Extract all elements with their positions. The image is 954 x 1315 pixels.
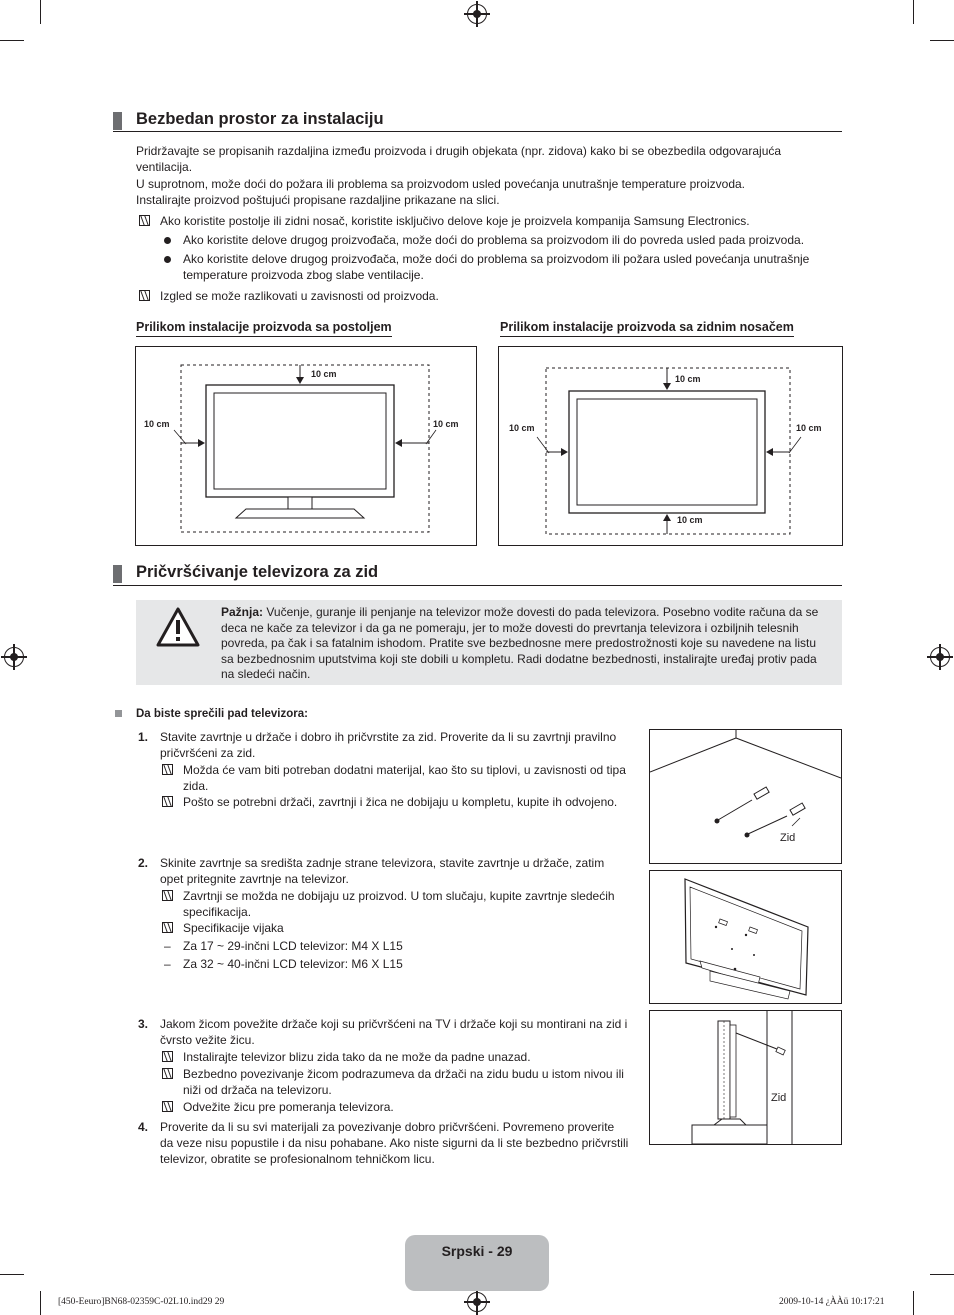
file-info: [450-Eeuro]BN68-02359C-02L10.ind29 29	[58, 1297, 225, 1307]
note-icon	[162, 764, 173, 775]
crop-mark	[930, 1274, 954, 1275]
dimension-label-top: 10 cm	[311, 369, 337, 379]
section-marker	[113, 112, 122, 130]
bullet-icon	[164, 237, 171, 244]
bullet-text: Ako koristite delove drugog proizvođača, može doći do problema sa proizvodom ili do povreda usled pada proizvoda.	[183, 233, 805, 247]
step-text: Jakom žicom povežite držače koji su pričvršćeni na TV i držače koji su montirani na zid i čvrsto vežite žicu.	[160, 1017, 628, 1047]
crop-mark	[0, 40, 24, 41]
crop-mark	[913, 0, 914, 24]
prevent-heading: Da biste sprečili pad televizora:	[136, 708, 308, 720]
page-number-tab	[405, 1235, 549, 1291]
wall-label: Zid	[771, 1092, 787, 1104]
step-text: Proverite da li su svi materijali za povezivanje dobro pričvršćeni. Povremeno proverite da veze nisu popustile i da nisu pohabane. Ako niste sigurni da li ste bezbedno pričvrstili televizor, obratite se profesionalnom tehničkom licu.	[160, 1120, 629, 1166]
dimension-label-top: 10 cm	[675, 374, 701, 384]
note-text: Možda će vam biti potreban dodatni materijal, kao što su tiplovi, u zavisnosti od tipa zida.	[183, 763, 626, 793]
wall-mount-heading: Prilikom instalacije proizvoda sa zidnim nosačem	[500, 320, 794, 337]
stand-heading: Prilikom instalacije proizvoda sa postoljem	[136, 320, 392, 337]
section-rule	[113, 131, 842, 132]
crop-mark	[930, 40, 954, 41]
note-icon	[139, 290, 150, 301]
note-icon	[162, 1068, 173, 1079]
note-text: Specifikacije vijaka	[183, 921, 284, 935]
registration-mark-icon	[4, 647, 24, 667]
step-text: Skinite zavrtnje sa središta zadnje strane televizora, stavite zavrtnje u držače, zatim opet pritegnite zavrtnje na televizor.	[160, 856, 605, 886]
warning-label: Pažnja:	[221, 605, 264, 619]
wall-mount-tv-drawing	[499, 347, 842, 545]
registration-mark-icon	[930, 647, 950, 667]
crop-mark	[0, 1274, 24, 1275]
section-title-wall: Pričvršćivanje televizora za zid	[136, 563, 379, 581]
spec-item: Za 32 ~ 40-inčni LCD televizor: M6 X L15	[183, 957, 403, 971]
note-icon	[162, 796, 173, 807]
stand-tv-drawing	[136, 347, 476, 545]
intro-paragraph: U suprotnom, može doći do požara ili problema sa proizvodom usled povećanja unutrašnje temperature proizvoda.	[136, 177, 745, 191]
wall-mount-clearance-figure	[498, 346, 843, 546]
dimension-label-right: 10 cm	[433, 419, 459, 429]
note-icon	[139, 215, 150, 226]
wall-label: Zid	[780, 832, 796, 844]
tv-back-brackets-illustration	[649, 870, 842, 1004]
intro-paragraph: Pridržavajte se propisanih razdaljina između proizvoda i drugih objekata (npr. zidova) kako bi se obezbedila odgovarajuća ventilacija.	[136, 144, 782, 174]
dimension-label-left: 10 cm	[509, 423, 535, 433]
bullet-text: Ako koristite delove drugog proizvođača, može doći do problema sa proizvodom ili požara usled povećanja unutrašnje temperature proizvoda zbog slabe ventilacije.	[183, 252, 810, 282]
square-bullet-icon	[115, 710, 122, 717]
crop-mark	[913, 1291, 914, 1315]
note-text: Bezbedno povezivanje žicom podrazumeva da držači na zidu budu u istom nivou ili niži od držača na televizoru.	[183, 1067, 624, 1097]
bullet-icon	[164, 256, 171, 263]
crop-mark	[40, 1291, 41, 1315]
intro-paragraph: Instalirajte proizvod poštujući propisane razdaljine prikazane na slici.	[136, 193, 500, 207]
print-timestamp: 2009-10-14 ¿ÀÀü 10:17:21	[779, 1297, 885, 1307]
step-number: 1.	[138, 730, 149, 744]
warning-text	[221, 605, 831, 683]
dimension-label-right: 10 cm	[796, 423, 822, 433]
dimension-label-bottom: 10 cm	[677, 515, 703, 525]
registration-mark-icon	[467, 1292, 487, 1312]
note-icon	[162, 890, 173, 901]
note-text: Izgled se može razlikovati u zavisnosti od proizvoda.	[160, 289, 439, 303]
step-number: 2.	[138, 856, 149, 870]
dash-marker: –	[164, 939, 171, 953]
warning-triangle-icon	[155, 606, 201, 648]
step-number: 3.	[138, 1017, 149, 1031]
note-icon	[162, 922, 173, 933]
dimension-label-left: 10 cm	[144, 419, 170, 429]
section-title-spacing: Bezbedan prostor za instalaciju	[136, 110, 384, 128]
step-text: Stavite zavrtnje u držače i dobro ih pričvrstite za zid. Proverite da li su zavrtnji pravilno pričvršćeni za zid.	[160, 730, 617, 760]
note-text: Pošto se potrebni držači, zavrtnji i žica ne dobijaju u kompletu, kupite ih odvojeno.	[183, 795, 618, 809]
dash-marker: –	[164, 957, 171, 971]
page-number: Srpski - 29	[441, 1243, 513, 1259]
tv-side-wire-illustration	[649, 1010, 842, 1145]
note-text: Odvežite žicu pre pomeranja televizora.	[183, 1100, 394, 1114]
note-icon	[162, 1051, 173, 1062]
note-text: Zavrtnji se možda ne dobijaju uz proizvod. U tom slučaju, kupite zavrtnje sledećih specifikacija.	[183, 889, 615, 919]
section-rule	[113, 585, 842, 586]
registration-mark-icon	[467, 4, 487, 24]
crop-mark	[40, 0, 41, 24]
step-number: 4.	[138, 1120, 149, 1134]
stand-clearance-figure	[135, 346, 477, 546]
note-text: Instalirajte televizor blizu zida tako da ne može da padne unazad.	[183, 1050, 531, 1064]
section-marker	[113, 565, 122, 583]
warning-box	[136, 600, 842, 685]
note-icon	[162, 1101, 173, 1112]
wall-screws-illustration	[649, 729, 842, 864]
spec-item: Za 17 ~ 29-inčni LCD televizor: M4 X L15	[183, 939, 403, 953]
warning-body: Vučenje, guranje ili penjanje na televizor može dovesti do pada televizora. Posebno vodite računa da se deca ne kače za televizor i da ga ne pomeraju, jer to može dovesti do prevrtanja televizora i ozbiljnih telesnih povreda, pa čak i sa fatalnim ishodom. Pratite sve bezbednosne mere predostrožnosti koje su navedene na listu sa bezbednosnim uputstvima koji ste dobili u kompletu. Radi dodatne bezbednosti, instalirajte uređaj protiv pada na sledeći način.	[221, 605, 819, 681]
note-text: Ako koristite postolje ili zidni nosač, koristite isključivo delove koje je proizvela kompanija Samsung Electronics.	[160, 214, 750, 228]
